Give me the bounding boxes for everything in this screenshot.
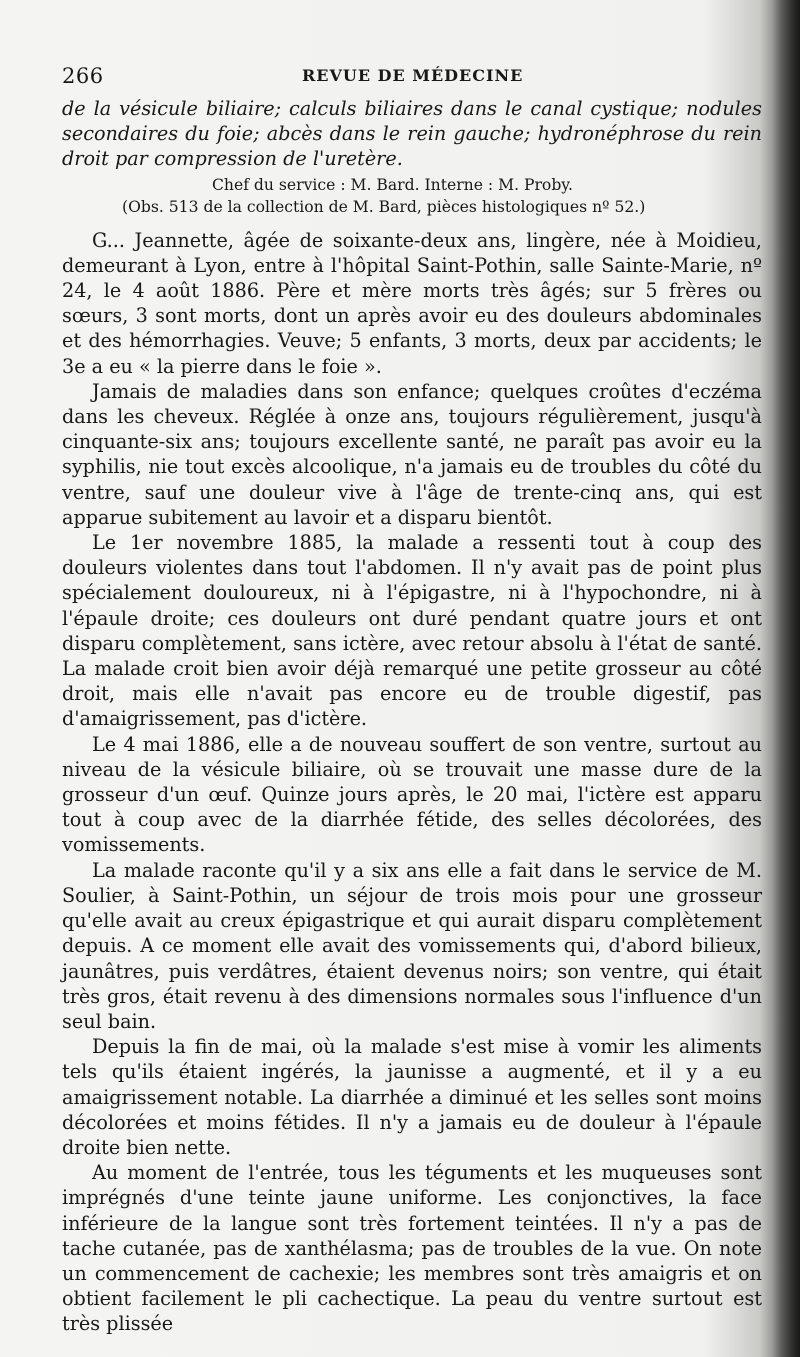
page-body: [62, 96, 762, 1337]
paragraph-1: G... Jeannette, âgée de soixante-deux ans, lingère, née à Moidieu, demeurant à Lyon, entre à l'hôpital Saint-Pothin, salle Sainte-Marie, nº 24, le 4 août 1886. Père et mère morts très âgés; sur 5 frères ou sœurs, 3 sont morts, dont un après avoir eu des douleurs abdominales et des hémorrhagies. Veuve; 5 enfants, 3 morts, deux par accidents; le 3e a eu « la pierre dans le foie ».: [62, 228, 762, 378]
paragraph-7: Au moment de l'entrée, tous les téguments et les muqueuses sont imprégnés d'une teinte jaune uniforme. Les conjonctives, la face inférieure de la langue sont très fortement teintées. Il n'y a pas de tache cutanée, pas de xanthélasma; pas de troubles de la vue. On note un commencement de cachexie; les membres sont très amaigris et on obtient facilement le pli cachectique. La peau du ventre surtout est très plissée: [62, 1161, 762, 1336]
case-title: de la vésicule biliaire; calculs biliaires dans le canal cystique; nodules secondaires du foie; abcès dans le rein gauche; hydronéphrose du rein droit par compression de l'uretère.: [62, 97, 762, 171]
paragraph-2: Jamais de maladies dans son enfance; quelques croûtes d'eczéma dans les cheveux. Réglée à onze ans, toujours régulièrement, jusqu'à cinquante-six ans; toujours excellente santé, ne paraît pas avoir eu la syphilis, nie tout excès alcoolique, n'a jamais eu de troubles du côté du ventre, sauf une douleur vive à l'âge de trente-cinq ans, qui est apparue subitement au lavoir et a disparu bientôt.: [62, 379, 762, 529]
page-number: 266: [62, 64, 104, 88]
running-head: REVUE DE MÉDECINE: [302, 66, 524, 85]
observation-reference: (Obs. 513 de la collection de M. Bard, pièces histologiques nº 52.): [122, 197, 646, 216]
paragraph-4: Le 4 mai 1886, elle a de nouveau souffert de son ventre, surtout au niveau de la vésicule biliaire, où se trouvait une masse dure de la grosseur d'un œuf. Quinze jours après, le 20 mai, l'ictère est apparu tout à coup avec de la diarrhée fétide, des selles décolorées, des vomissements.: [62, 732, 762, 857]
service-line: Chef du service : M. Bard. Interne : M. Proby.: [212, 175, 573, 194]
book-spine-shadow: [772, 0, 800, 1357]
paragraph-6: Depuis la fin de mai, où la malade s'est mise à vomir les aliments tels qu'ils étaient ingérés, la jaunisse a augmenté, et il y a eu amaigrissement notable. La diarrhée a diminué et les selles sont moins décolorées et moins fétides. Il n'y a jamais eu de douleur à l'épaule droite bien nette.: [62, 1035, 762, 1159]
paragraph-5: La malade raconte qu'il y a six ans elle a fait dans le service de M. Soulier, à Saint-Pothin, un séjour de trois mois pour une grosseur qu'elle avait au creux épigastrique et qui aurait disparu complètement depuis. A ce moment elle avait des vomissements qui, d'abord bilieux, jaunâtres, puis verdâtres, étaient devenus noirs; son ventre, qui était très gros, était revenu à des dimensions normales sous l'influence d'un seul bain.: [62, 858, 762, 1033]
page-header: [62, 64, 762, 94]
paragraph-3: Le 1er novembre 1885, la malade a ressenti tout à coup des douleurs violentes dans tout l'abdomen. Il n'y avait pas de point plus spécialement douloureux, ni à l'épigastre, ni à l'hypochondre, ni à l'épaule droite; ces douleurs ont duré pendant quatre jours et ont disparu complètement, sans ictère, avec retour absolu à l'état de santé. La malade croit bien avoir déjà remarqué une petite grosseur au côté droit, mais elle n'avait pas encore eu de trouble digestif, pas d'amaigrissement, pas d'ictère.: [62, 531, 762, 731]
